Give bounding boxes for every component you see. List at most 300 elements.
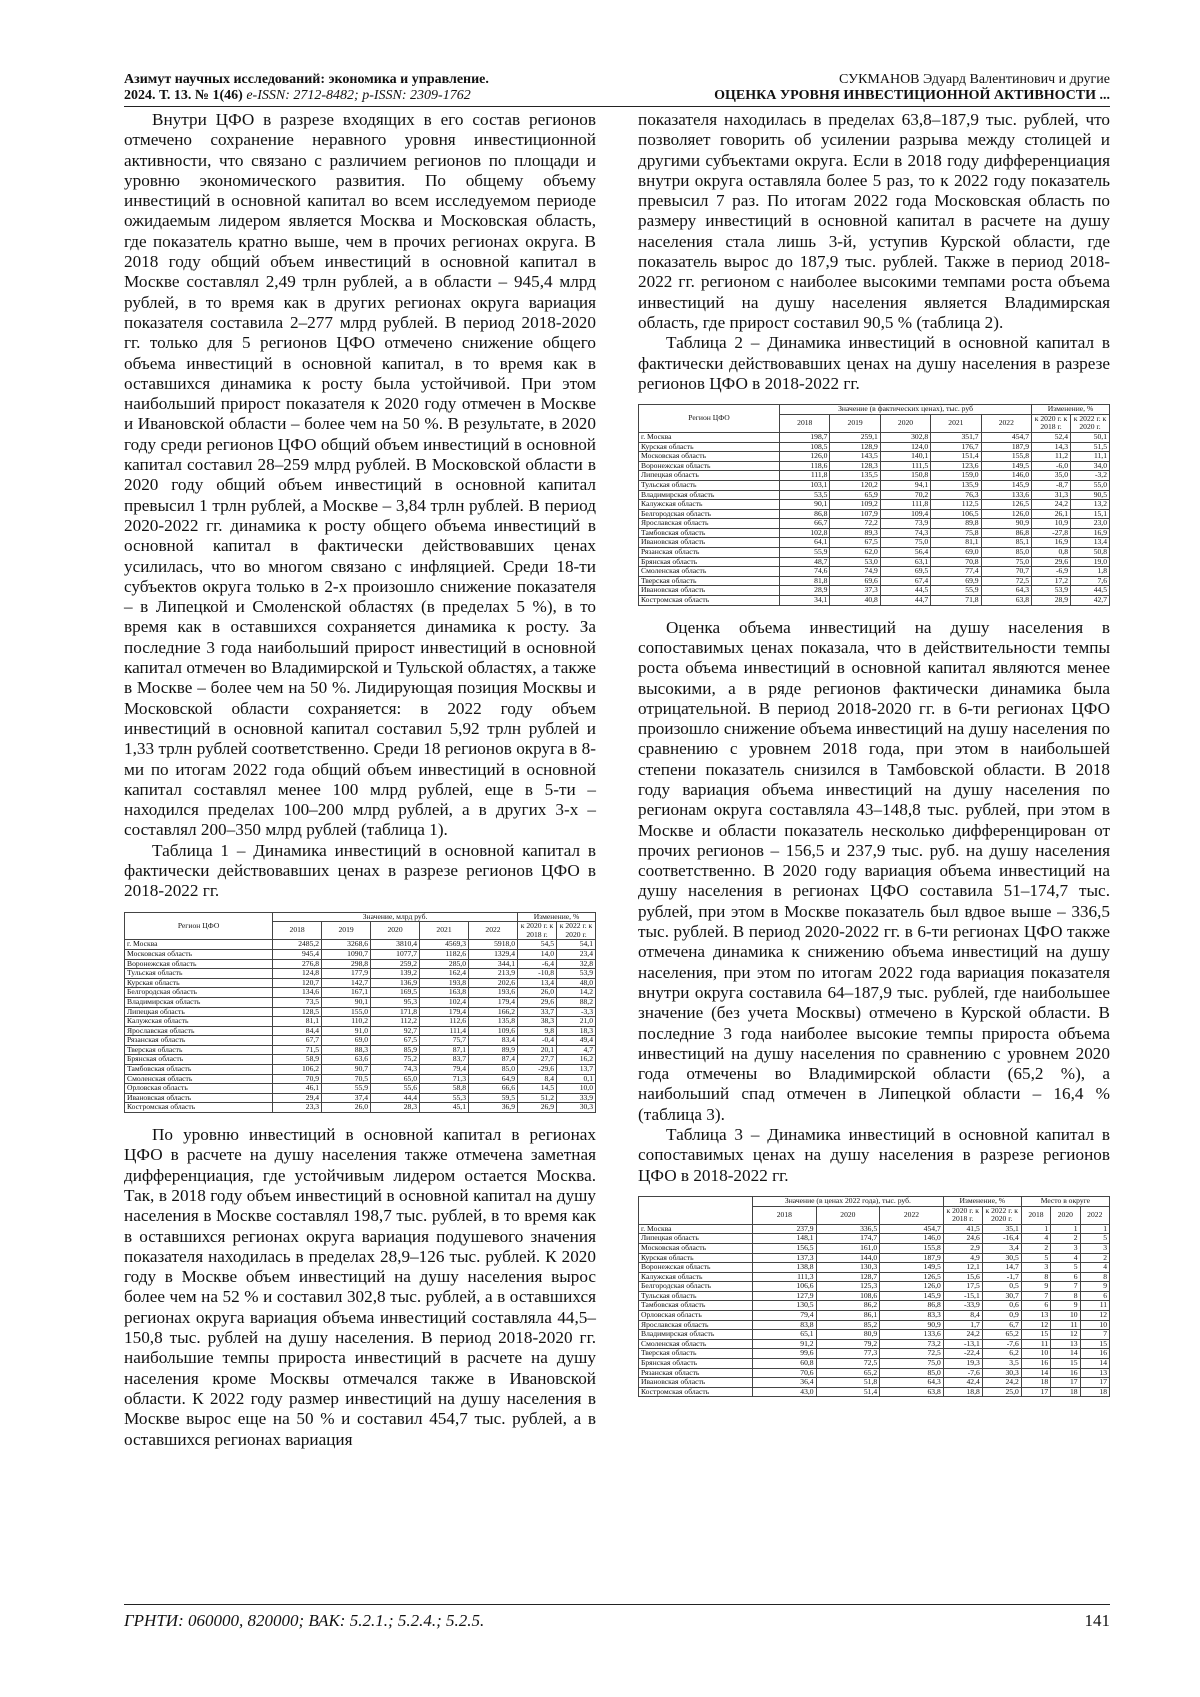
table-row: [125, 1084, 596, 1094]
table-row: [639, 1311, 1110, 1321]
table-cell-region: Липецкая область: [639, 471, 780, 481]
right-column: [638, 110, 1110, 1409]
table-cell-value: 16: [1051, 1368, 1080, 1378]
table-cell-value: 128,5: [273, 1007, 322, 1017]
header-rule: [124, 106, 1110, 107]
table-cell-value: 90,9: [981, 519, 1031, 529]
table-cell-value: 90,1: [322, 997, 371, 1007]
table-cell-value: 138,8: [753, 1263, 817, 1273]
table-cell-region: Белгородская область: [125, 988, 273, 998]
table-cell-value: 30,5: [982, 1253, 1021, 1263]
table-cell-value: 106,5: [931, 509, 981, 519]
table-cell-value: 134,6: [273, 988, 322, 998]
table-cell-value: 111,8: [880, 500, 930, 510]
journal-name: Азимут научных исследований: экономика и управление.: [124, 72, 489, 87]
table-cell-value: 10,0: [557, 1084, 596, 1094]
table-cell-value: 11,2: [1032, 452, 1071, 462]
table-cell-value: 187,9: [880, 1253, 944, 1263]
table-cell-value: 5: [1080, 1234, 1109, 1244]
table-cell-region: Орловская область: [125, 1084, 273, 1094]
table-row: [639, 1378, 1110, 1388]
table-cell-value: 44,4: [371, 1093, 420, 1103]
table-cell-region: Ярославская область: [639, 1320, 753, 1330]
paragraph-4: Оценка объема инвестиций на душу населения в сопоставимых ценах показала, что в действительности темпы роста объема инвестиций в основной капитал являются менее высокими, а в ряде регионов фактически динамика была отрицательной. В период 2018-2020 гг. в 6-ти регионах ЦФО произошло снижение объема инвестиций на душу населения по сравнению с уровнем 2018 года, при этом в наибольшей степени показатель снизился в Тамбовской области. В 2018 году вариация объема инвестиций на душу населения по регионам округа составляла 43–148,8 тыс. рублей, при этом в Москве и области показатель несколько дифференцирован от прочих регионов – 156,5 и 237,9 тыс. руб. на душу населения соответственно. В 2020 году вариация объема инвестиций на душу населения в регионах ЦФО составила 51–174,7 тыс. рублей, при этом в Москве показатель был вдвое выше – 336,5 тыс. рублей. В период 2020-2022 гг. в 6-ти регионах ЦФО также отмечена динамика к снижению объема инвестиций на душу населения, при этом по итогам 2022 года вариация показателя внутри округа составила 64–187,9 тыс. рублей, где наибольшее значение (без учета Москвы) отмечено в Курской области. В последние 3 года наиболее высокие темпы прироста объема инвестиций на душу населения по сравнению с уровнем 2020 года отмечены во Владимирской области (65,2 %), а наибольший спад отмечен в Липецкой области – 16,4 % (таблица 3).: [638, 617, 1110, 1124]
table-cell-value: 8: [1080, 1272, 1109, 1282]
table-cell-value: 46,1: [273, 1084, 322, 1094]
table-cell-value: 145,9: [981, 480, 1031, 490]
table-cell-value: 259,1: [830, 432, 880, 442]
table-cell-value: 16,9: [1071, 528, 1110, 538]
table-cell-value: 79,2: [816, 1339, 880, 1349]
table3-wrapper: [638, 1196, 1110, 1397]
table-cell-value: 112,5: [931, 500, 981, 510]
table-cell-value: 137,3: [753, 1253, 817, 1263]
table-cell-value: 53,9: [1032, 586, 1071, 596]
table-cell-value: 15: [1021, 1330, 1050, 1340]
table-cell-value: 237,9: [753, 1224, 817, 1234]
table-cell-value: 163,8: [420, 988, 469, 998]
table-cell-value: 1,8: [1071, 567, 1110, 577]
table-cell-value: 102,4: [420, 997, 469, 1007]
table-cell-value: 58,9: [273, 1055, 322, 1065]
table-cell-value: 35,1: [982, 1224, 1021, 1234]
table-cell-value: -29,6: [518, 1065, 557, 1075]
table-cell-value: 18: [1051, 1387, 1080, 1397]
table-cell-value: 336,5: [816, 1224, 880, 1234]
table-cell-value: 5918,0: [469, 940, 518, 950]
table-cell-value: 13,7: [557, 1065, 596, 1075]
table-cell-value: 58,8: [420, 1084, 469, 1094]
table-cell-region: Белгородская область: [639, 1282, 753, 1292]
table2-header-region: Регион ЦФО: [639, 405, 780, 433]
table-cell-value: 12: [1021, 1320, 1050, 1330]
table1-wrapper: [124, 912, 596, 1113]
table1-header-change: Изменение, %: [518, 912, 596, 922]
table-cell-value: 28,9: [780, 586, 830, 596]
table-cell-value: 106,2: [273, 1065, 322, 1075]
table-cell-value: 11: [1051, 1320, 1080, 1330]
table-cell-value: 103,1: [780, 480, 830, 490]
table-cell-value: 128,3: [830, 461, 880, 471]
table-cell-value: 126,5: [880, 1272, 944, 1282]
table-cell-value: 70,5: [322, 1074, 371, 1084]
table-cell-value: 83,8: [753, 1320, 817, 1330]
table-cell-value: 10: [1021, 1349, 1050, 1359]
table-cell-value: 14: [1021, 1368, 1050, 1378]
table-cell-value: 76,3: [931, 490, 981, 500]
paragraph-1: Внутри ЦФО в разрезе входящих в его состав регионов отмечено сохранение неравного уровня инвестиционной активности, что связано с различием регионов по площади и уровню экономического развития. По общему объему инвестиций в основной капитал во всем исследуемом периоде ожидаемым лидером является Москва и Московская область, где показатель кратно выше, чем в прочих регионах округа. В 2018 году общий объем инвестиций в основной капитал в Москве составлял 2,49 трлн рублей, а в области – 945,4 млрд рублей, в то время как в других регионах округа вариация показателя составила 2–277 млрд рублей. В период 2018-2020 гг. только для 5 регионов ЦФО отмечено снижение общего объема инвестиций в основной капитал, в то время как в оставшихся динамика к росту была устойчивой. При этом наибольший прирост показателя к 2020 году отмечен в Москве и Ивановской области – более чем на 50 %. В результате, в 2020 году среди регионов ЦФО общий объем инвестиций в основной капитал составил 28–259 млрд рублей. В Московской области в 2020 году общий объем инвестиций в основной капитал превысил 1 трлн рублей, а Москве – 3,84 трлн рублей. В период 2020-2022 гг. динамика к росту общего объема инвестиций в основной капитал в фактически действовавших ценах усилилась, что во многом связано с инфляцией. Среди 18-ти субъектов округа только в 2-х произошло снижение показателя – в Липецкой и Смоленской областях (в пределах 5 %), в то время как в оставшихся сохраняется динамика к росту. За последние 3 года наибольший прирост инвестиций в основной капитал отмечен во Владимирской и Тульской областях, а также в Москве – более чем на 50 %. Лидирующая позиция Москвы и Московской области сохраняется: в 2022 году объем инвестиций в основной капитал составил 5,92 трлн рублей и 1,33 трлн рублей соответственно. Среди 18 регионов округа в 8-ми по итогам 2022 года общий объем инвестиций в основной капитал составлял менее 100 млрд рублей, еще в 5-ти – находился пределах 100–200 млрд рублей, а в других 3-х – составлял 200–350 млрд рублей (таблица 1).: [124, 110, 596, 840]
table-cell-value: 72,5: [981, 576, 1031, 586]
table-cell-value: 81,1: [273, 1017, 322, 1027]
table-cell-value: 23,3: [273, 1103, 322, 1113]
table-cell-value: 123,6: [931, 461, 981, 471]
table-cell-value: 37,4: [322, 1093, 371, 1103]
table-cell-value: 69,0: [931, 548, 981, 558]
table-cell-region: Ивановская область: [639, 1378, 753, 1388]
table-cell-value: 51,8: [816, 1378, 880, 1388]
table-cell-value: 18: [1021, 1378, 1050, 1388]
table-cell-value: 109,2: [830, 500, 880, 510]
table-cell-value: 126,5: [981, 500, 1031, 510]
table-row: [639, 1359, 1110, 1369]
table3-caption: Таблица 3 – Динамика инвестиций в основной капитал в сопоставимых ценах на душу населения в разрезе регионов ЦФО в 2018-2022 гг.: [638, 1125, 1110, 1185]
table-cell-value: 94,1: [880, 480, 930, 490]
table-cell-value: 75,0: [880, 538, 930, 548]
table-cell-value: 17,5: [943, 1282, 982, 1292]
table-cell-value: 102,8: [780, 528, 830, 538]
table-cell-value: 6,2: [982, 1349, 1021, 1359]
table-cell-value: 34,0: [1071, 461, 1110, 471]
table-cell-value: 25,0: [982, 1387, 1021, 1397]
table-cell-value: 8: [1021, 1272, 1050, 1282]
table-cell-value: 71,5: [273, 1045, 322, 1055]
table-cell-value: -1,7: [982, 1272, 1021, 1282]
table1: [124, 912, 596, 1113]
table-cell-region: Тульская область: [125, 969, 273, 979]
table-cell-value: 65,2: [816, 1368, 880, 1378]
table-cell-region: Смоленская область: [639, 567, 780, 577]
table-cell-value: 24,2: [1032, 500, 1071, 510]
table-cell-value: 187,9: [981, 442, 1031, 452]
table-cell-region: Ярославская область: [125, 1026, 273, 1036]
table-cell-value: 86,8: [981, 528, 1031, 538]
table-cell-value: 3: [1051, 1243, 1080, 1253]
table1-year: 2022: [469, 922, 518, 940]
table1-caption: Таблица 1 – Динамика инвестиций в основной капитал в фактически действовавших ценах в разрезе регионов ЦФО в 2018-2022 гг.: [124, 840, 596, 901]
table-cell-value: 63,8: [880, 1387, 944, 1397]
table-cell-value: 4,7: [557, 1045, 596, 1055]
table-cell-value: 302,8: [880, 432, 930, 442]
table-cell-value: 148,1: [753, 1234, 817, 1244]
table-cell-value: 77,4: [931, 567, 981, 577]
table-cell-value: 95,3: [371, 997, 420, 1007]
table-cell-region: Калужская область: [639, 1272, 753, 1282]
table-cell-value: 67,5: [830, 538, 880, 548]
table-cell-value: 15: [1051, 1359, 1080, 1369]
table-cell-value: 198,7: [780, 432, 830, 442]
table-cell-value: 1: [1080, 1224, 1109, 1234]
table-cell-value: 106,6: [753, 1282, 817, 1292]
table-cell-region: Смоленская область: [125, 1074, 273, 1084]
table-cell-value: 10: [1080, 1320, 1109, 1330]
table-cell-value: 0,8: [1032, 548, 1071, 558]
table3-place-year: 2020: [1051, 1206, 1080, 1224]
table-cell-region: Костромская область: [639, 596, 780, 606]
table-row: [639, 1330, 1110, 1340]
table-cell-value: 20,1: [518, 1045, 557, 1055]
table-cell-value: 16: [1080, 1349, 1109, 1359]
table-cell-value: 15,1: [1071, 509, 1110, 519]
table-cell-value: 109,4: [880, 509, 930, 519]
table-cell-value: 60,8: [753, 1359, 817, 1369]
table-cell-value: 14,2: [557, 988, 596, 998]
table-cell-value: 126,0: [880, 1282, 944, 1292]
table-cell-region: Костромская область: [125, 1103, 273, 1113]
table-cell-value: 179,4: [420, 1007, 469, 1017]
table-cell-value: 37,3: [830, 586, 880, 596]
table-cell-value: 83,7: [420, 1055, 469, 1065]
table-row: [125, 988, 596, 998]
table-cell-value: 99,6: [753, 1349, 817, 1359]
table-cell-value: 144,0: [816, 1253, 880, 1263]
table-cell-value: 86,8: [780, 509, 830, 519]
table-cell-value: 43,0: [753, 1387, 817, 1397]
table-cell-value: 88,3: [322, 1045, 371, 1055]
table-cell-value: 120,7: [273, 978, 322, 988]
table-cell-value: 5: [1021, 1253, 1050, 1263]
table-cell-value: 69,0: [322, 1036, 371, 1046]
table-cell-value: 44,5: [1071, 586, 1110, 596]
table-cell-value: 1182,6: [420, 949, 469, 959]
table3-header-change: Изменение, %: [943, 1196, 1021, 1206]
table-cell-value: 67,7: [273, 1036, 322, 1046]
table-cell-value: 135,8: [469, 1017, 518, 1027]
table-cell-value: 126,0: [981, 509, 1031, 519]
table-row: [639, 567, 1110, 577]
table-cell-value: 945,4: [273, 949, 322, 959]
table-cell-value: 51,4: [816, 1387, 880, 1397]
table-cell-value: 4: [1021, 1234, 1050, 1244]
paragraph-3: показателя находилась в пределах 63,8–187,9 тыс. рублей, что позволяет говорить об усилении разрыва между столицей и другими субъектами округа. Если в 2018 году дифференциация внутри округа оставляла более 5 раз, то к 2022 году показатель превысил 7 раз. По итогам 2022 года Московская область по размеру инвестиций в основной капитал в расчете на душу населения стала лишь 3-й, уступив Курской области, где показатель вырос до 187,9 тыс. рублей. Также в период 2018-2022 гг. регионом с наиболее высокими темпами роста объема инвестиций на душу населения является Владимирская область, где прирост составил 90,5 % (таблица 2).: [638, 110, 1110, 332]
table-cell-value: 85,1: [981, 538, 1031, 548]
table-cell-value: 26,0: [518, 988, 557, 998]
table-cell-value: 3: [1021, 1263, 1050, 1273]
table-cell-value: 285,0: [420, 959, 469, 969]
table-cell-value: 13,2: [1071, 500, 1110, 510]
table-cell-region: г. Москва: [639, 1224, 753, 1234]
table-cell-region: Белгородская область: [639, 509, 780, 519]
table-cell-value: 42,7: [1071, 596, 1110, 606]
table-cell-value: 169,5: [371, 988, 420, 998]
table-cell-value: 0,1: [557, 1074, 596, 1084]
table-cell-value: 62,0: [830, 548, 880, 558]
table-cell-value: -15,1: [943, 1291, 982, 1301]
table-cell-value: 30,7: [982, 1291, 1021, 1301]
table-cell-value: 7: [1051, 1282, 1080, 1292]
table-cell-value: 87,1: [420, 1045, 469, 1055]
table-cell-value: 18,3: [557, 1026, 596, 1036]
table-row: [639, 1263, 1110, 1273]
table-cell-value: -10,8: [518, 969, 557, 979]
table-cell-value: 202,6: [469, 978, 518, 988]
table-cell-value: 3268,6: [322, 940, 371, 950]
table-cell-value: 1: [1051, 1224, 1080, 1234]
table-cell-region: Московская область: [639, 452, 780, 462]
table-cell-value: 112,2: [371, 1017, 420, 1027]
table-cell-value: 111,3: [753, 1272, 817, 1282]
table-cell-value: 130,5: [753, 1301, 817, 1311]
table-cell-value: 14,3: [1032, 442, 1071, 452]
table-cell-value: 26,0: [322, 1103, 371, 1113]
table2-change-col: к 2022 г. к 2020 г.: [1071, 414, 1110, 432]
paragraph-2: По уровню инвестиций в основной капитал в регионах ЦФО в расчете на душу населения также отмечена заметная дифференциация, где устойчивым лидером остается Москва. Так, в 2018 году объем инвестиций в основной капитал на душу населения в Москве составлял 198,7 тыс. рублей, в то время как в оставшихся регионах округа вариация подушевого значения показателя находилась в пределах 28,9–126 тыс. рублей. К 2020 году в Москве объем инвестиций на душу населения вырос более чем на 52 % и составил 302,8 тыс. рублей, а в оставшихся регионах округа вариация объема инвестиций составляла 44,5–150,8 тыс. рублей на душу населения. В период 2018-2020 гг. наибольшие темпы прироста инвестиций в расчете на душу населения кроме Москвы отмечался также в Ивановской области. К 2022 году размер инвестиций на душу населения в Москве вырос еще на 50 % и составил 454,7 тыс. рублей, а в оставшихся регионах вариация: [124, 1125, 596, 1449]
table-cell-region: Костромская область: [639, 1387, 753, 1397]
table-cell-value: 7: [1080, 1330, 1109, 1340]
table3-header-values: Значение (в ценах 2022 года), тыс. руб.: [753, 1196, 944, 1206]
table-cell-value: 86,1: [816, 1311, 880, 1321]
table-cell-value: 13: [1021, 1311, 1050, 1321]
table-cell-value: 111,8: [780, 471, 830, 481]
table-row: [125, 1017, 596, 1027]
table-cell-value: 159,0: [931, 471, 981, 481]
table-cell-value: -6,0: [1032, 461, 1071, 471]
table-cell-value: 70,8: [931, 557, 981, 567]
table-cell-value: 454,7: [981, 432, 1031, 442]
table-cell-value: 70,6: [753, 1368, 817, 1378]
table-cell-value: 155,0: [322, 1007, 371, 1017]
table1-year: 2019: [322, 922, 371, 940]
table-cell-value: 75,0: [981, 557, 1031, 567]
table1-change-col: к 2022 г. к 2020 г.: [557, 922, 596, 940]
table-cell-value: 2485,2: [273, 940, 322, 950]
table-cell-value: 56,4: [880, 548, 930, 558]
table-cell-value: 64,9: [469, 1074, 518, 1084]
table-cell-value: 85,2: [816, 1320, 880, 1330]
table-cell-value: 73,9: [880, 519, 930, 529]
table-cell-value: 77,3: [816, 1349, 880, 1359]
footer-rule: [124, 1604, 1110, 1605]
table-row: [639, 432, 1110, 442]
table-cell-region: Владимирская область: [639, 490, 780, 500]
table-cell-value: 66,7: [780, 519, 830, 529]
table-cell-value: 74,9: [830, 567, 880, 577]
journal-header: [124, 72, 654, 104]
table-cell-value: 13: [1051, 1339, 1080, 1349]
table-cell-value: 35,0: [1032, 471, 1071, 481]
table-cell-value: 55,6: [371, 1084, 420, 1094]
table-cell-value: -7,6: [943, 1368, 982, 1378]
table-cell-value: 14,5: [518, 1084, 557, 1094]
table-cell-region: Липецкая область: [125, 1007, 273, 1017]
table-cell-value: 2: [1051, 1234, 1080, 1244]
table-cell-value: 86,2: [816, 1301, 880, 1311]
table-cell-value: 151,4: [931, 452, 981, 462]
table-cell-value: 108,5: [780, 442, 830, 452]
table-cell-value: 5: [1051, 1263, 1080, 1273]
table-cell-value: 28,3: [371, 1103, 420, 1113]
table-cell-value: 8,4: [518, 1074, 557, 1084]
table-cell-value: 64,1: [780, 538, 830, 548]
table-cell-value: 193,6: [469, 988, 518, 998]
table2-header-values: Значение (в фактических ценах), тыс. руб: [780, 405, 1032, 415]
table-cell-value: 259,2: [371, 959, 420, 969]
table-row: [639, 519, 1110, 529]
table-cell-region: Курская область: [639, 1253, 753, 1263]
table-cell-value: 80,9: [816, 1330, 880, 1340]
table-cell-value: 128,7: [816, 1272, 880, 1282]
table-cell-region: Владимирская область: [639, 1330, 753, 1340]
left-column: [124, 110, 596, 1450]
table3-year: 2018: [753, 1206, 817, 1224]
table-cell-value: 89,3: [830, 528, 880, 538]
table-cell-value: 17: [1021, 1387, 1050, 1397]
table-cell-value: -13,1: [943, 1339, 982, 1349]
table-cell-value: 70,2: [880, 490, 930, 500]
table-cell-value: 27,7: [518, 1055, 557, 1065]
table-cell-value: 16,2: [557, 1055, 596, 1065]
table-cell-value: 108,6: [816, 1291, 880, 1301]
table-cell-value: 71,3: [420, 1074, 469, 1084]
table-cell-value: 6: [1080, 1291, 1109, 1301]
page-footer: [124, 1611, 1110, 1631]
table-cell-value: 125,3: [816, 1282, 880, 1292]
table3-year: 2020: [816, 1206, 880, 1224]
table-cell-value: 10,9: [1032, 519, 1071, 529]
table-cell-value: 8: [1051, 1291, 1080, 1301]
table-cell-value: 12: [1080, 1311, 1109, 1321]
table-row: [125, 969, 596, 979]
table3-change-col: к 2022 г. к 2020 г.: [982, 1206, 1021, 1224]
table-cell-value: 4: [1051, 1253, 1080, 1263]
table3-place-year: 2022: [1080, 1206, 1109, 1224]
table2: [638, 404, 1110, 605]
table-cell-value: 67,5: [371, 1036, 420, 1046]
table-cell-value: 69,6: [830, 576, 880, 586]
table-cell-value: -3,2: [1071, 471, 1110, 481]
table-cell-region: Рязанская область: [639, 1368, 753, 1378]
table-cell-value: 344,1: [469, 959, 518, 969]
table-cell-value: 40,8: [830, 596, 880, 606]
table-cell-value: 6: [1051, 1272, 1080, 1282]
table-cell-value: 2: [1021, 1243, 1050, 1253]
table-cell-region: Брянская область: [639, 557, 780, 567]
table-cell-value: 26,1: [1032, 509, 1071, 519]
table-cell-value: -7,6: [982, 1339, 1021, 1349]
table-cell-value: 72,5: [880, 1349, 944, 1359]
table-row: [639, 1234, 1110, 1244]
table-cell-value: 3: [1080, 1243, 1109, 1253]
table2-change-col: к 2020 г. к 2018 г.: [1032, 414, 1071, 432]
table-cell-value: 128,9: [830, 442, 880, 452]
table-cell-value: 15,6: [943, 1272, 982, 1282]
table-cell-value: 111,5: [880, 461, 930, 471]
table-cell-value: 166,2: [469, 1007, 518, 1017]
table-cell-value: 124,8: [273, 969, 322, 979]
table-cell-value: 24,6: [943, 1234, 982, 1244]
table-cell-value: 66,6: [469, 1084, 518, 1094]
table-cell-value: 145,9: [880, 1291, 944, 1301]
table-cell-value: 38,3: [518, 1017, 557, 1027]
table-cell-value: 17: [1080, 1378, 1109, 1388]
table-cell-value: 2: [1080, 1253, 1109, 1263]
table2-caption: Таблица 2 – Динамика инвестиций в основной капитал в фактически действовавших ценах на душу населения в разрезе регионов ЦФО в 2018-2022 гг.: [638, 333, 1110, 393]
table-cell-value: 146,0: [880, 1234, 944, 1244]
table-cell-value: 1090,7: [322, 949, 371, 959]
table3: [638, 1196, 1110, 1397]
table-cell-value: 177,9: [322, 969, 371, 979]
table-cell-value: 30,3: [982, 1368, 1021, 1378]
table-cell-value: 31,3: [1032, 490, 1071, 500]
table-cell-value: 16,9: [1032, 538, 1071, 548]
table-cell-value: 155,8: [981, 452, 1031, 462]
table-cell-value: 179,4: [469, 997, 518, 1007]
table-cell-value: 45,1: [420, 1103, 469, 1113]
table3-header-place: Место в округе: [1021, 1196, 1109, 1206]
table-cell-value: 87,4: [469, 1055, 518, 1065]
table-cell-value: -27,8: [1032, 528, 1071, 538]
table-cell-region: Курская область: [639, 442, 780, 452]
table2-year: 2022: [981, 414, 1031, 432]
table-cell-value: 67,4: [880, 576, 930, 586]
table-cell-value: 0,6: [982, 1301, 1021, 1311]
table-cell-value: 55,9: [322, 1084, 371, 1094]
table-cell-value: 3,4: [982, 1243, 1021, 1253]
table-cell-value: 133,6: [981, 490, 1031, 500]
table-cell-value: 79,4: [753, 1311, 817, 1321]
table-cell-value: -33,9: [943, 1301, 982, 1311]
table-cell-value: 41,5: [943, 1224, 982, 1234]
table-cell-value: 74,3: [371, 1065, 420, 1075]
